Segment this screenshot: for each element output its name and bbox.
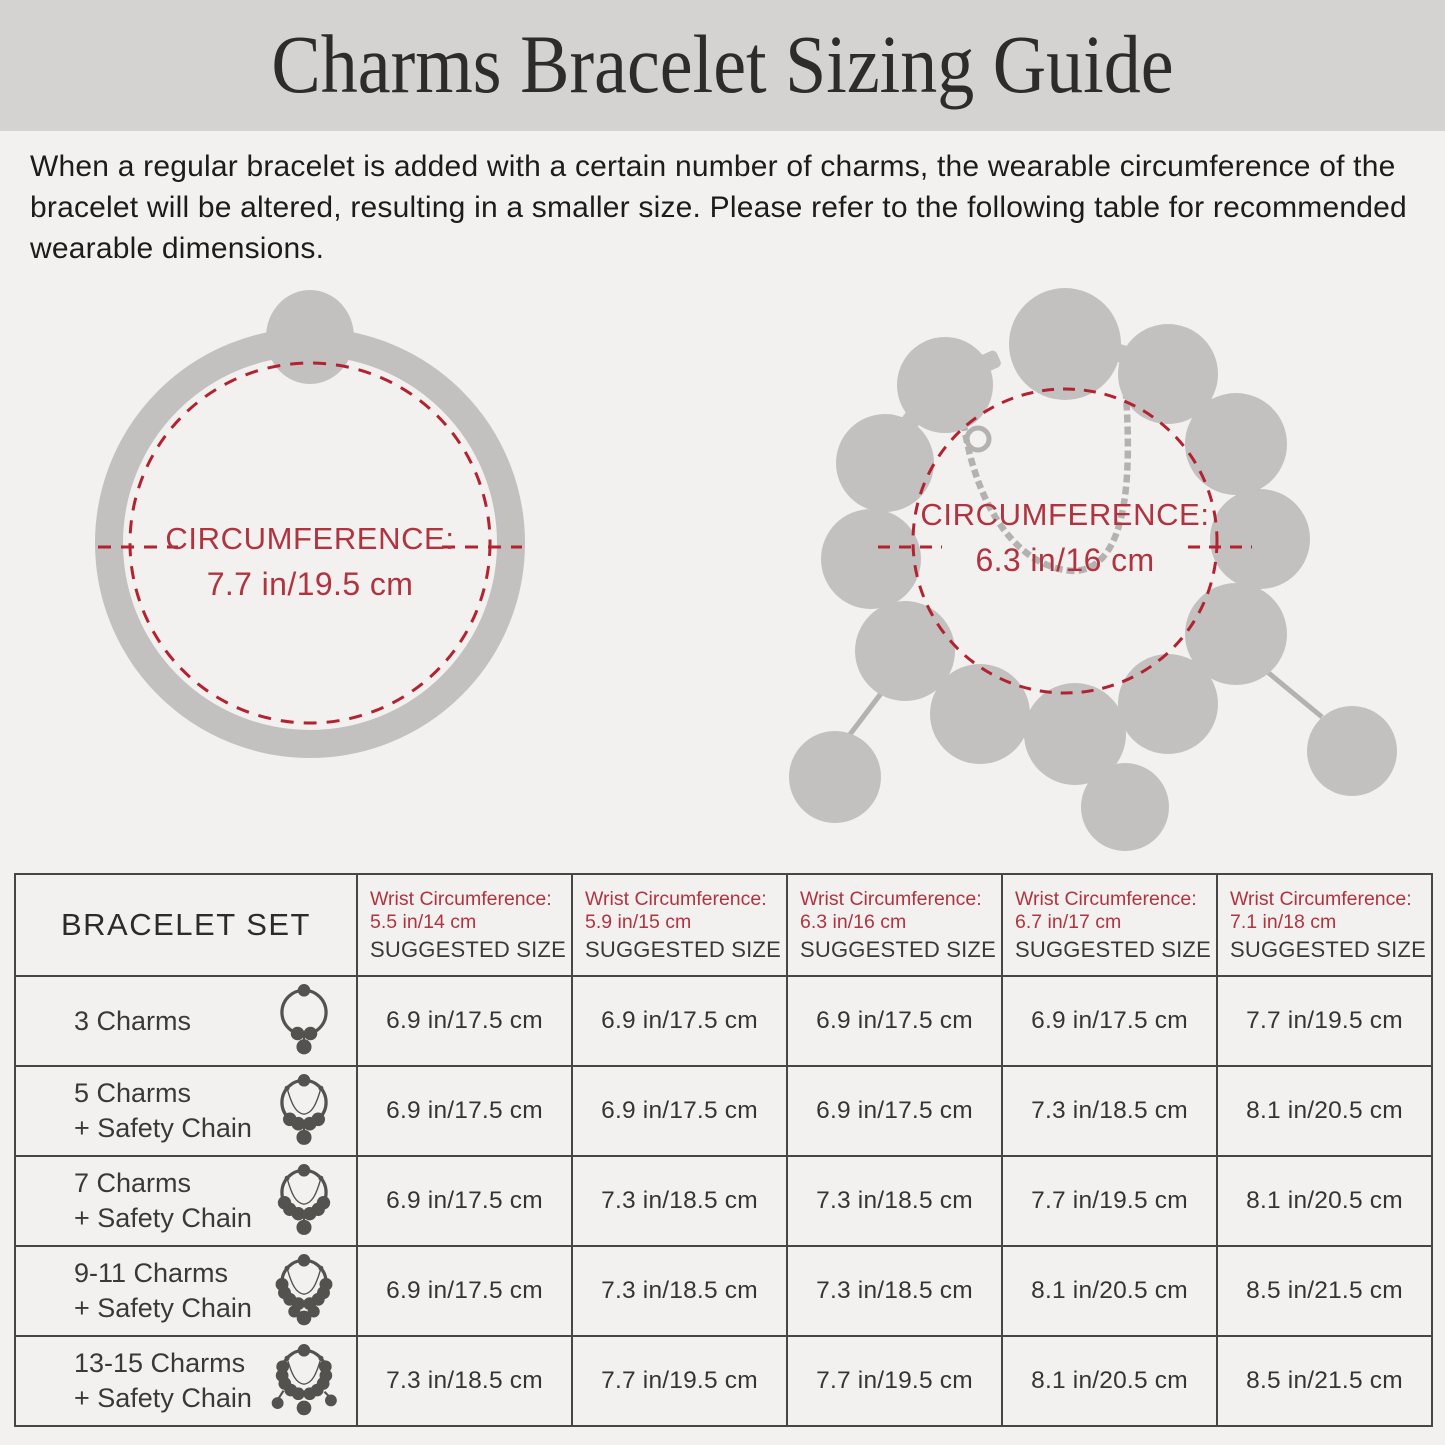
wrist-circumference-value: 7.1 in/18 cm <box>1230 910 1337 933</box>
size-cell: 6.9 in/17.5 cm <box>357 976 572 1066</box>
set-name: 5 Charms <box>74 1077 192 1108</box>
size-cell: 8.1 in/20.5 cm <box>1002 1336 1217 1426</box>
size-cell: 7.3 in/18.5 cm <box>357 1336 572 1426</box>
circumference-label: CIRCUMFERENCE: <box>920 497 1210 533</box>
title-band <box>0 0 1445 131</box>
set-extra: + Safety Chain <box>74 1113 252 1144</box>
wrist-circumference-value: 5.5 in/14 cm <box>370 910 477 933</box>
set-extra: + Safety Chain <box>74 1203 252 1234</box>
table-row <box>15 976 1432 1066</box>
set-name: 7 Charms <box>74 1167 192 1198</box>
set-name: 9-11 Charms <box>74 1257 229 1288</box>
bracelet-set-cell <box>15 976 357 1066</box>
column-header-6.7in <box>1002 874 1217 976</box>
charm-bracelet-caption <box>865 497 1265 579</box>
charm-bracelet-figure <box>730 269 1430 854</box>
size-cell: 8.1 in/20.5 cm <box>1217 1156 1432 1246</box>
bracelet-7-charms-safety-chain-icon <box>266 1159 342 1243</box>
column-header-5.5in <box>357 874 572 976</box>
size-cell: 6.9 in/17.5 cm <box>572 976 787 1066</box>
wrist-circumference-value: 6.7 in/17 cm <box>1015 910 1122 933</box>
table-header-row <box>15 874 1432 976</box>
size-cell: 6.9 in/17.5 cm <box>357 1156 572 1246</box>
intro-paragraph: When a regular bracelet is added with a certain number of charms, the wearable circumference of the bracelet will be altered, resulting in a smaller size. Please refer to the following table for recommended wearable dimensions. <box>30 150 1407 265</box>
column-header-6.3in <box>787 874 1002 976</box>
table-row <box>15 1066 1432 1156</box>
bracelet-set-cell <box>15 1066 357 1156</box>
sizing-table <box>14 873 1433 1427</box>
set-name: 3 Charms <box>74 1005 192 1036</box>
size-cell: 7.7 in/19.5 cm <box>1002 1156 1217 1246</box>
table-row <box>15 1156 1432 1246</box>
plain-bracelet-figure <box>60 285 620 800</box>
size-cell: 7.3 in/18.5 cm <box>1002 1066 1217 1156</box>
circumference-label: CIRCUMFERENCE: <box>165 521 455 557</box>
bracelet-set-cell <box>15 1156 357 1246</box>
suggested-size-label: SUGGESTED SIZE <box>800 936 996 962</box>
column-header-7.1in <box>1217 874 1432 976</box>
wrist-circumference-value: 6.3 in/16 cm <box>800 910 907 933</box>
bracelet-5-charms-safety-chain-icon <box>266 1069 342 1153</box>
column-header-5.9in <box>572 874 787 976</box>
bracelet-set-cell <box>15 1336 357 1426</box>
plain-bracelet-caption <box>90 521 530 603</box>
size-cell: 8.5 in/21.5 cm <box>1217 1336 1432 1426</box>
wrist-circumference-label: Wrist Circumference: <box>585 887 767 910</box>
size-cell: 7.3 in/18.5 cm <box>787 1156 1002 1246</box>
size-cell: 7.7 in/19.5 cm <box>572 1336 787 1426</box>
sizing-table-wrapper <box>0 873 1445 1427</box>
table-row <box>15 1336 1432 1426</box>
suggested-size-label: SUGGESTED SIZE <box>1230 936 1426 962</box>
size-cell: 8.1 in/20.5 cm <box>1002 1246 1217 1336</box>
table-row <box>15 1246 1432 1336</box>
set-name: 13-15 Charms <box>74 1347 246 1378</box>
bracelet-9-11-charms-safety-chain-icon <box>266 1249 342 1333</box>
size-cell: 7.7 in/19.5 cm <box>787 1336 1002 1426</box>
size-cell: 8.5 in/21.5 cm <box>1217 1246 1432 1336</box>
wrist-circumference-label: Wrist Circumference: <box>1230 887 1412 910</box>
suggested-size-label: SUGGESTED SIZE <box>585 936 781 962</box>
size-cell: 8.1 in/20.5 cm <box>1217 1066 1432 1156</box>
bracelet-set-cell <box>15 1246 357 1336</box>
wrist-circumference-label: Wrist Circumference: <box>800 887 982 910</box>
set-extra: + Safety Chain <box>74 1293 252 1324</box>
size-cell: 6.9 in/17.5 cm <box>787 976 1002 1066</box>
size-cell: 7.3 in/18.5 cm <box>572 1246 787 1336</box>
illustrations-section <box>0 269 1445 873</box>
bracelet-13-15-charms-safety-chain-icon <box>266 1339 342 1423</box>
circumference-value: 6.3 in/16 cm <box>975 542 1155 579</box>
wrist-circumference-label: Wrist Circumference: <box>1015 887 1197 910</box>
size-cell: 6.9 in/17.5 cm <box>357 1066 572 1156</box>
page-title: Charms Bracelet Sizing Guide <box>271 19 1174 111</box>
size-cell: 6.9 in/17.5 cm <box>1002 976 1217 1066</box>
set-extra: + Safety Chain <box>74 1383 252 1414</box>
circumference-value: 7.7 in/19.5 cm <box>206 566 414 603</box>
size-cell: 7.3 in/18.5 cm <box>787 1246 1002 1336</box>
bracelet-3-charms-icon <box>266 979 342 1063</box>
size-cell: 7.7 in/19.5 cm <box>1217 976 1432 1066</box>
wrist-circumference-value: 5.9 in/15 cm <box>585 910 692 933</box>
bracelet-set-header: BRACELET SET <box>15 874 357 976</box>
size-cell: 6.9 in/17.5 cm <box>787 1066 1002 1156</box>
size-cell: 6.9 in/17.5 cm <box>572 1066 787 1156</box>
suggested-size-label: SUGGESTED SIZE <box>370 936 566 962</box>
size-cell: 6.9 in/17.5 cm <box>357 1246 572 1336</box>
size-cell: 7.3 in/18.5 cm <box>572 1156 787 1246</box>
wrist-circumference-label: Wrist Circumference: <box>370 887 552 910</box>
suggested-size-label: SUGGESTED SIZE <box>1015 936 1211 962</box>
